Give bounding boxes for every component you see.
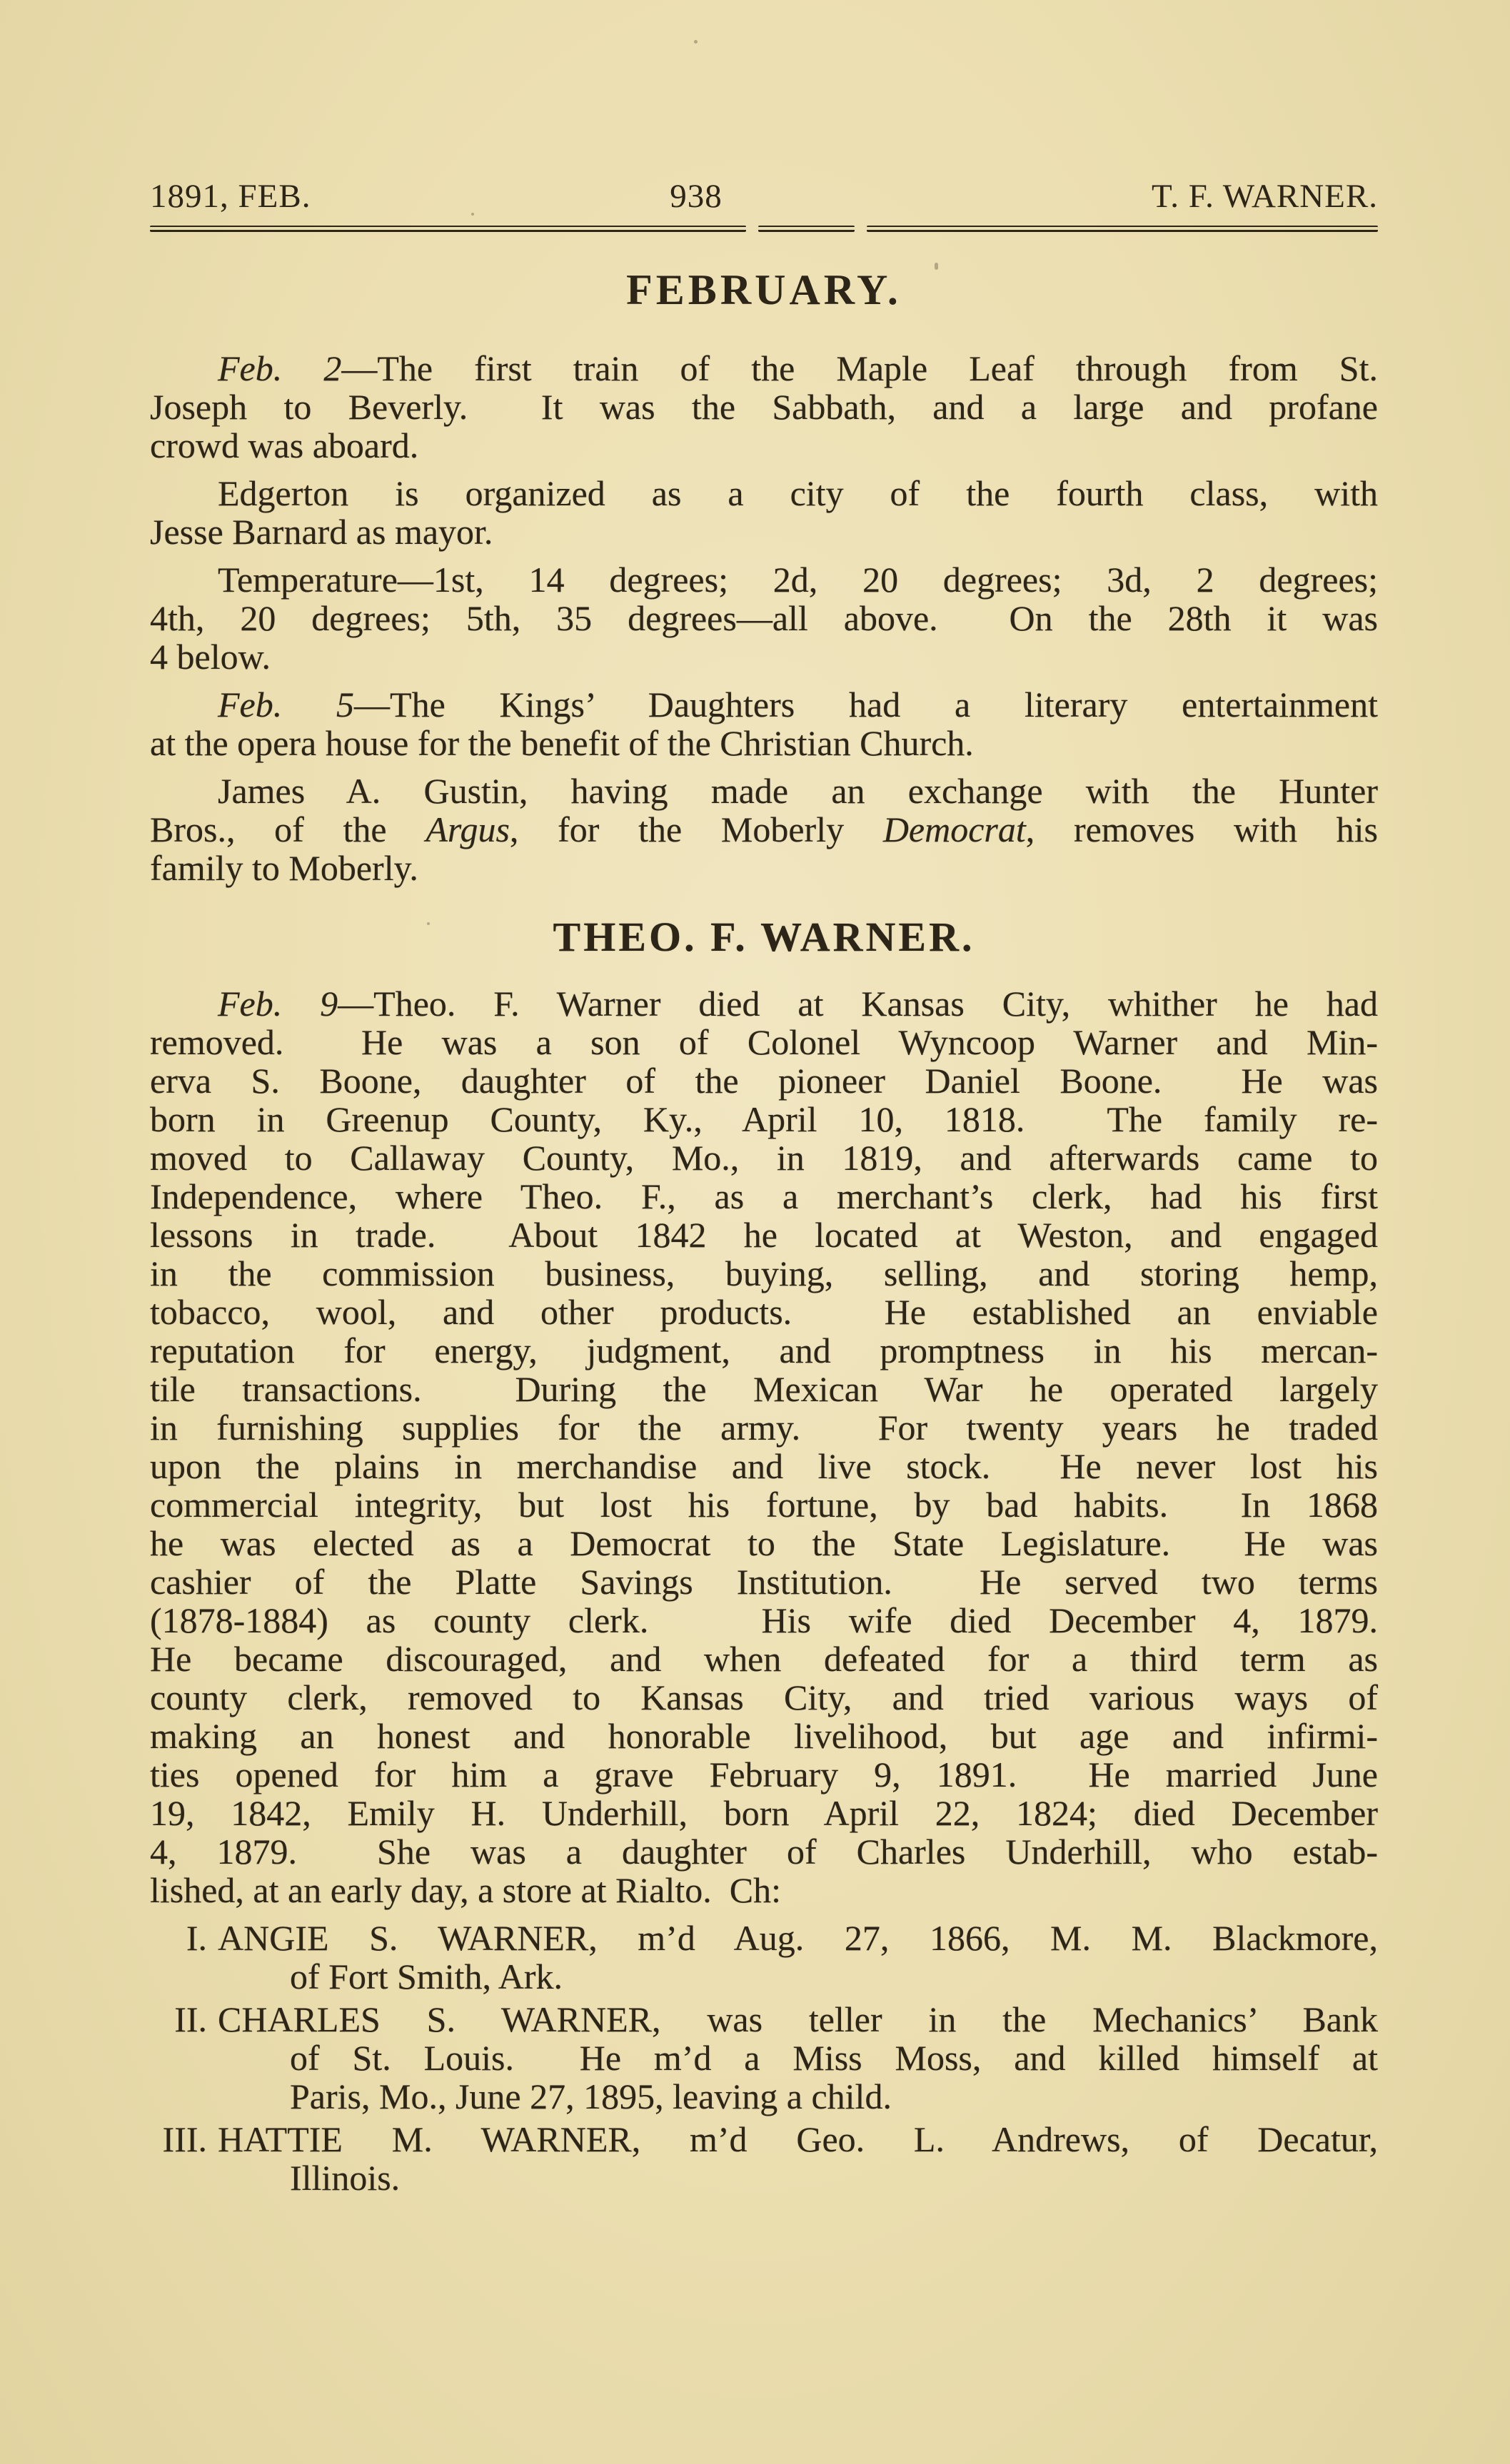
text-segment: at the opera house for the benefit of the Christian Church. [150, 723, 974, 763]
text-segment: moved to Callaway County, Mo., in 1819, and afterwards came to [150, 1138, 1378, 1178]
text-line [150, 1485, 1378, 1524]
text-segment: reputation for energy, judgment, and promptness in his mercan- [150, 1331, 1378, 1370]
text-segment: Independence, where Theo. F., as a merchant’s clerk, had his first [150, 1176, 1378, 1216]
list-item [150, 2120, 1378, 2197]
text-segment: Temperature—1st, 14 degrees; 2d, 20 degrees; 3d, 2 degrees; [218, 560, 1378, 600]
italic-text: Feb. 5 [218, 685, 355, 724]
text-line [150, 2077, 1378, 2116]
text-line [150, 1331, 1378, 1370]
text-line [218, 2120, 1378, 2158]
text-line [150, 2158, 1378, 2197]
text-line [150, 1794, 1378, 1832]
text-segment: , removes with his [1025, 809, 1378, 849]
text-line [150, 685, 1378, 724]
list-numeral: III. [162, 2119, 207, 2159]
rule-segment [758, 226, 855, 232]
text-line [150, 1447, 1378, 1485]
text-segment: removed. He was a son of Colonel Wyncoop Warner and Min- [150, 1022, 1378, 1062]
paper-speck [694, 40, 698, 44]
text-segment: Joseph to Beverly. It was the Sabbath, and a large and profane [150, 387, 1378, 427]
text-line [218, 1919, 1378, 1957]
text-segment: county clerk, removed to Kansas City, and tried various ways of [150, 1677, 1378, 1717]
list-item-first-line [150, 2000, 1378, 2039]
italic-text: Feb. 9 [218, 984, 338, 1024]
paragraph [150, 984, 1378, 1909]
text-segment: erva S. Boone, daughter of the pioneer Daniel Boone. He was [150, 1061, 1378, 1101]
text-segment: 4th, 20 degrees; 5th, 35 degrees—all above. On the 28th it was [150, 598, 1378, 638]
text-segment: 19, 1842, Emily H. Underhill, born April 22, 1824; died December [150, 1793, 1378, 1833]
text-segment: in the commission business, buying, selling, and storing hemp, [150, 1253, 1378, 1293]
text-segment: 4 below. [150, 637, 271, 677]
list-item-first-line [150, 1919, 1378, 1957]
text-segment: making an honest and honorable livelihood, but age and infirmi- [150, 1716, 1378, 1756]
text-segment: He became discouraged, and when defeated for a third term as [150, 1639, 1378, 1679]
text-line [150, 2039, 1378, 2077]
person-heading: THEO. F. WARNER. [553, 914, 975, 960]
text-segment: cashier of the Platte Savings Institution. He served two terms [150, 1562, 1378, 1602]
text-line [150, 1216, 1378, 1254]
text-segment: Edgerton is organized as a city of the fourth class, with [218, 473, 1378, 513]
header-date: 1891, FEB. [150, 178, 311, 215]
text-segment: born in Greenup County, Ky., April 10, 1818. The family re- [150, 1099, 1378, 1139]
text-line [150, 810, 1378, 849]
text-segment: —The first train of the Maple Leaf through from St. [341, 348, 1378, 388]
text-segment: of St. Louis. He m’d a Miss Moss, and killed himself at [290, 2038, 1378, 2078]
italic-text: Feb. 2 [218, 348, 342, 388]
text-line [150, 426, 1378, 465]
text-line [150, 1601, 1378, 1640]
paragraph [150, 685, 1378, 762]
text-line [150, 349, 1378, 388]
text-segment: tobacco, wool, and other products. He established an enviable [150, 1292, 1378, 1332]
month-heading: FEBRUARY. [626, 266, 902, 313]
text-segment: ties opened for him a grave February 9, 1891. He married June [150, 1754, 1378, 1794]
list-item [150, 2000, 1378, 2116]
running-header [150, 177, 1378, 216]
text-line [150, 1254, 1378, 1293]
paragraph [150, 349, 1378, 465]
text-segment: 4, 1879. She was a daughter of Charles Underhill, who estab- [150, 1832, 1378, 1872]
text-segment: CHARLES S. WARNER, was teller in the Mechanics’ Bank [218, 1999, 1378, 2039]
text-line [150, 1562, 1378, 1601]
text-line [150, 1100, 1378, 1138]
text-segment: Paris, Mo., June 27, 1895, leaving a child. [290, 2076, 892, 2116]
text-line [150, 849, 1378, 887]
text-segment: James A. Gustin, having made an exchange with the Hunter [218, 771, 1378, 811]
text-segment: Illinois. [290, 2158, 401, 2198]
list-item [150, 1919, 1378, 1996]
list-numeral: I. [186, 1918, 207, 1958]
text-block [150, 177, 1378, 2201]
text-line [150, 984, 1378, 1023]
text-line [150, 1640, 1378, 1678]
text-segment: family to Moberly. [150, 848, 418, 888]
text-line [150, 1370, 1378, 1408]
text-line [150, 1524, 1378, 1562]
text-line [150, 513, 1378, 551]
text-line [150, 1678, 1378, 1717]
text-line [150, 1871, 1378, 1909]
text-line [150, 560, 1378, 599]
text-segment: in furnishing supplies for the army. For twenty years he traded [150, 1408, 1378, 1448]
text-line [150, 1177, 1378, 1216]
paragraph [150, 474, 1378, 551]
body-flow [150, 349, 1378, 2197]
text-segment: (1878-1884) as county clerk. His wife died December 4, 1879. [150, 1600, 1378, 1640]
text-line [150, 1957, 1378, 1996]
text-line [150, 637, 1378, 676]
text-segment: of Fort Smith, Ark. [290, 1956, 563, 1996]
header-rule [150, 226, 1378, 232]
text-line [150, 724, 1378, 762]
text-line [150, 1061, 1378, 1100]
text-segment: Jesse Barnard as mayor. [150, 512, 493, 552]
italic-text: Democrat [882, 809, 1026, 849]
text-segment: tile transactions. During the Mexican War he operated largely [150, 1369, 1378, 1409]
italic-text: Argus [426, 809, 510, 849]
text-line [150, 1023, 1378, 1061]
text-segment: lessons in trade. About 1842 he located at Weston, and engaged [150, 1215, 1378, 1255]
text-segment: he was elected as a Democrat to the State Legislature. He was [150, 1523, 1378, 1563]
text-line [150, 1717, 1378, 1755]
page-number: 938 [670, 178, 723, 215]
list-item-first-line [150, 2120, 1378, 2158]
text-line [150, 772, 1378, 810]
text-segment: —The Kings’ Daughters had a literary entertainment [354, 685, 1379, 724]
text-segment: commercial integrity, but lost his fortune, by bad habits. In 1868 [150, 1485, 1378, 1525]
text-line [150, 1755, 1378, 1794]
text-line [150, 599, 1378, 637]
text-line [150, 1832, 1378, 1871]
text-segment: Bros., of the [150, 809, 426, 849]
rule-segment [867, 226, 1378, 232]
paragraph [150, 772, 1378, 887]
rule-segment [150, 226, 746, 232]
list-numeral: II. [174, 1999, 207, 2039]
text-line [150, 388, 1378, 426]
text-segment: lished, at an early day, a store at Rialto. Ch: [150, 1870, 782, 1910]
text-segment: —Theo. F. Warner died at Kansas City, whither he had [338, 984, 1379, 1024]
text-line [150, 1293, 1378, 1331]
text-line [150, 474, 1378, 513]
text-segment: , for the Moberly [509, 809, 883, 849]
text-segment: ANGIE S. WARNER, m’d Aug. 27, 1866, M. M. Blackmore, [218, 1918, 1378, 1958]
text-segment: upon the plains in merchandise and live stock. He never lost his [150, 1446, 1378, 1486]
text-line [150, 1408, 1378, 1447]
header-person-name: T. F. WARNER. [1152, 178, 1378, 215]
text-segment: HATTIE M. WARNER, m’d Geo. L. Andrews, of Decatur, [218, 2119, 1378, 2159]
text-line [218, 2000, 1378, 2039]
text-line [150, 1138, 1378, 1177]
paragraph [150, 560, 1378, 676]
text-segment: crowd was aboard. [150, 425, 419, 465]
